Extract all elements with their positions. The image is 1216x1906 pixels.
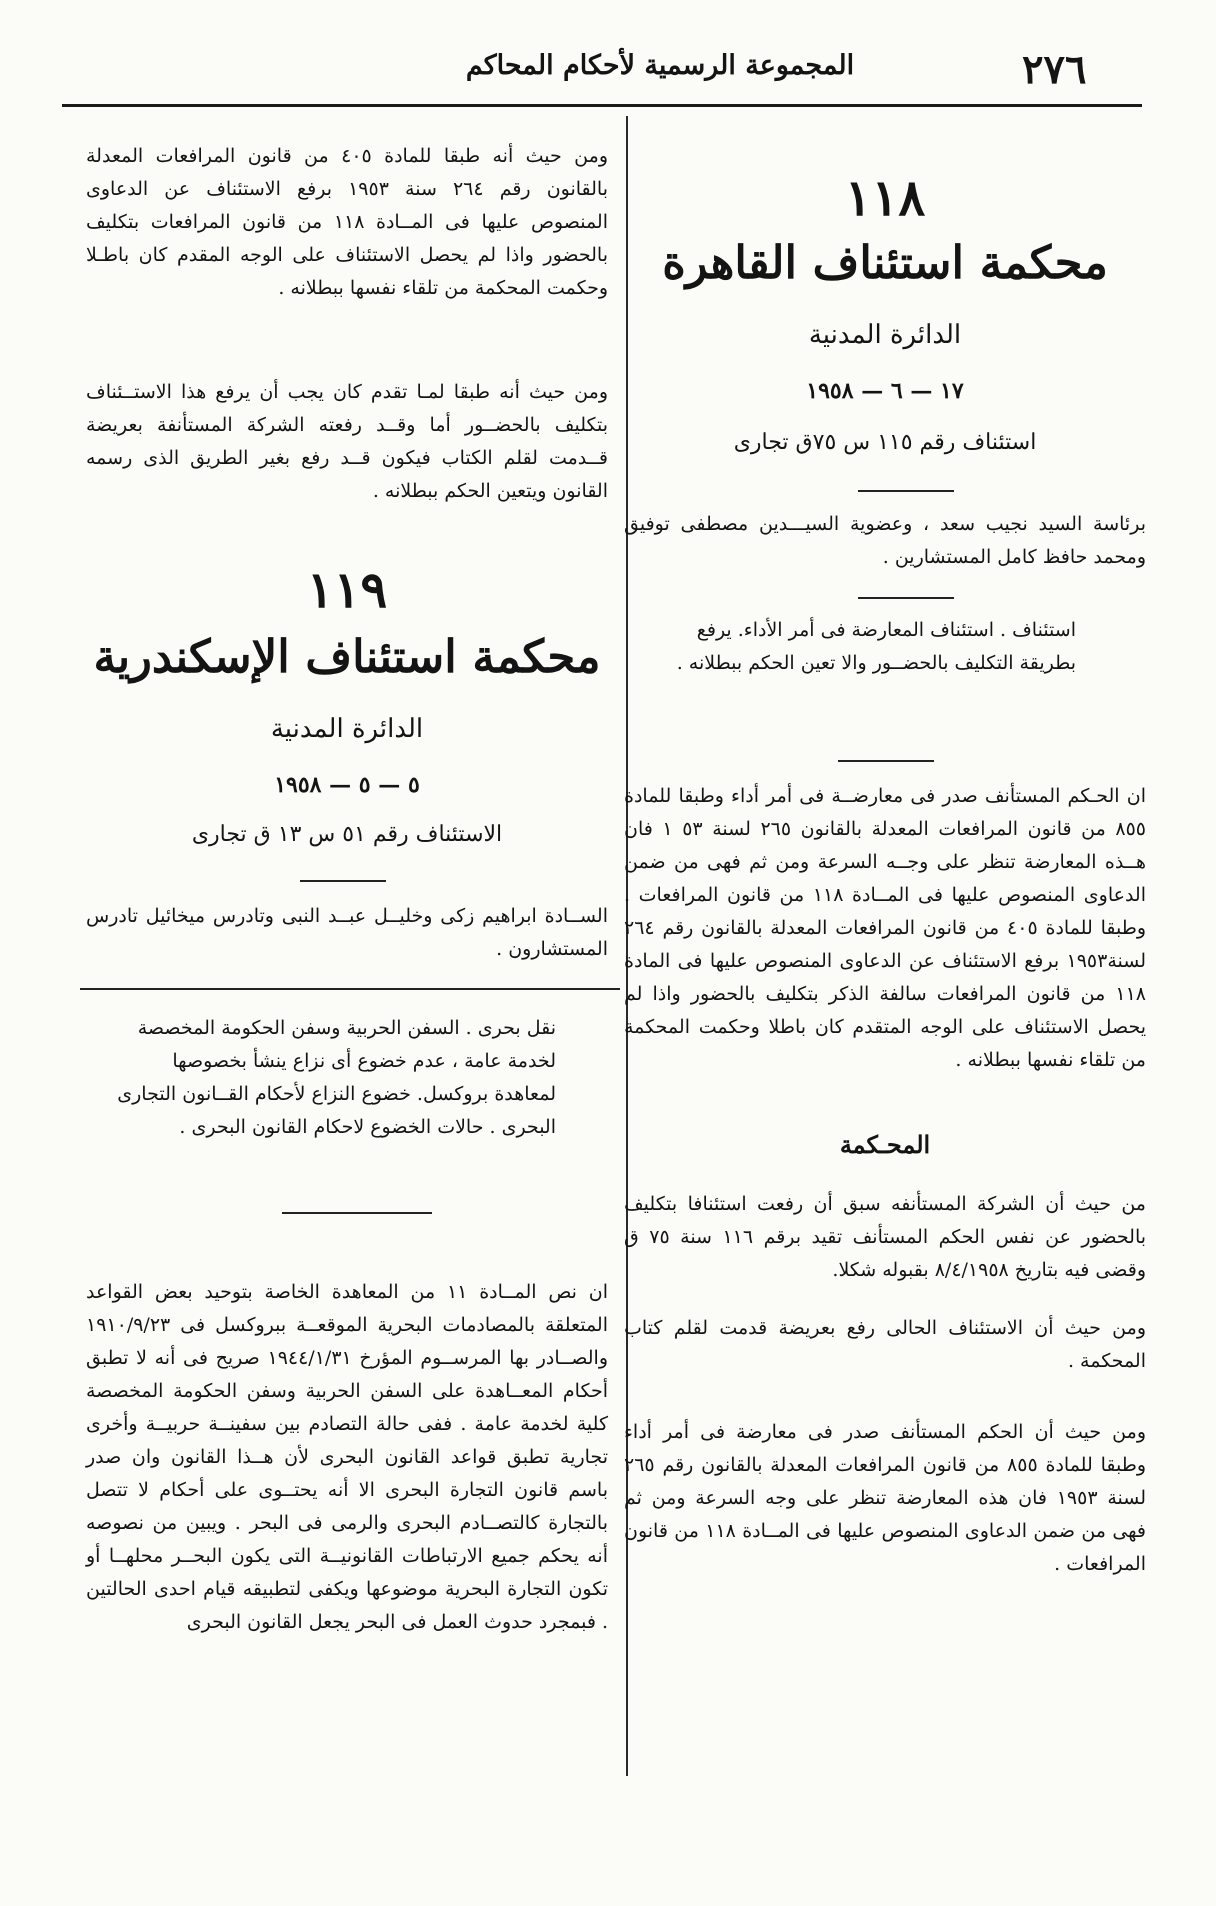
separator-rule	[838, 760, 934, 762]
case-118-appeal-ref: استئناف رقم ١١٥ س ٧٥ق تجارى	[733, 430, 1037, 455]
case-119-bench: الســادة ابراهيم زكى وخليــل عبــد النبى وتادرس ميخائيل تادرس المستشارون .	[86, 905, 608, 960]
case-119-date: ٥ — ٥ — ١٩٥٨	[274, 772, 420, 798]
prev-case-paragraph-2: ومن حيث أنه طبقا لمـا تقدم كان يجب أن يرفع هذا الاستــئناف بتكليف بالحضــور أما وقــد رفعته الشركة المستأنفة بعريضة قــدمت لقلم الكتاب فيكون قــد رفع بغير الطريق الذى رسمه القانون ويتعين الحكم ببطلانه .	[86, 381, 608, 502]
case-118-summary: استئناف . استئناف المعارضة فى أمر الأداء. يرفع بطريقة التكليف بالحضــور والا تعين الحكم ببطلانه .	[676, 619, 1076, 674]
case-118-court-heading: المحـكمة	[839, 1130, 931, 1159]
case-119-headnote: ان نص المــادة ١١ من المعاهدة الخاصة بتوحيد بعض القواعد المتعلقة بالمصادمات البحرية الموقعــة ببروكسل فى ١٩١٠/٩/٢٣ والصــادر بها المرســوم المؤرخ ١٩٤٤/١/٣١ صريح فى أنه لا تطبق أحكام المعــاهدة على السفن الحربية وسفن الحكومة المخصصة كلية لخدمة عامة . ففى حالة التصادم بين سفينــة حربيــة وأخرى تجارية تطبق قواعد القانون البحرى لأن هــذا القانون وان صدر باسم قانون التجارة البحرى الا أنه يحتــوى على أحكام لا تتصل بالتجارة كالتصــادم البحرى والرمى فى البحر . ويبين من نصوصه أنه يحكم جميع الارتباطات القانونيــة التى يكون البحــر محلهــا أو تكون التجارة البحرية موضوعها ويكفى لتطبيقه قيام احدى الحالتين . فبمجرد حدوث العمل فى البحر يجعل القانون البحرى	[86, 1281, 608, 1633]
case-118-bench: برئاسة السيد نجيب سعد ، وعضوية السيـــدين مصطفى توفيق ومحمد حافظ كامل المستشارين .	[624, 513, 1146, 568]
case-119-court: محكمة استئناف الإسكندرية	[93, 630, 601, 683]
case-118-circuit: الدائرة المدنية	[808, 320, 962, 350]
case-118-headnote: ان الحـكم المستأنف صدر فى معارضــة فى أمر أداء وطبقا للمادة ٨٥٥ من قانون المرافعات المعدلة بالقانون ٢٦٥ لسنة ٥٣ ١ فان هــذه المعارضة تنظر على وجــه السرعة ومن ثم فهى من ضمن الدعاوى المنصوص عليها فى المــادة ١١٨ من قانون المرافعات . وطبقا للمادة ٤٠٥ من قانون المرافعات المعدلة بالقانون رقم ٢٦٤ لسنة١٩٥٣ برفع الاستئناف عن الدعاوى المنصوص عليها فى المادة ١١٨ من قانون المرافعات سالفة الذكر بتكليف بالحضور واذا لم يحصل الاستئناف على الوجه المتقدم كان باطلا وحكمت المحكمة من تلقاء نفسها ببطلانه .	[624, 785, 1147, 1071]
case-118-reasoning-2: ومن حيث أن الاستئناف الحالى رفع بعريضة قدمت لقلم كتاب المحكمة .	[624, 1317, 1146, 1372]
separator-rule	[858, 597, 954, 599]
case-118-number: ١١٨	[844, 168, 926, 227]
separator-rule	[300, 880, 386, 882]
separator-rule	[858, 490, 954, 492]
case-119-circuit: الدائرة المدنية	[270, 714, 424, 744]
case-118-date: ١٧ — ٦ — ١٩٥٨	[806, 378, 964, 404]
page-number: ٢٧٦	[1022, 46, 1087, 93]
case-118-reasoning-1: من حيث أن الشركة المستأنفه سبق أن رفعت استئنافا بتكليف بالحضور عن نفس الحكم المستأنف تقيد برقم ١١٦ سنة ٧٥ ق وقضى فيه بتاريخ ٨/٤/١٩٥٨ بقبوله شكلا.	[624, 1193, 1147, 1281]
case-118-court: محكمة استئناف القاهرة	[662, 236, 1108, 289]
case-119-number: ١١٩	[306, 560, 388, 619]
prev-case-paragraph-1: ومن حيث أنه طبقا للمادة ٤٠٥ من قانون المرافعات المعدلة بالقانون رقم ٢٦٤ سنة ١٩٥٣ برفع الاستئناف عن الدعاوى المنصوص عليها فى المــادة ١١٨ من قانون المرافعات بتكليف بالحضور واذا لم يحصل الاستئناف على الوجه المقدم كان باطـلا وحكمت المحكمة من تلقاء نفسها ببطلانه .	[86, 145, 609, 299]
case-118-reasoning-3: ومن حيث أن الحكم المستأنف صدر فى معارضة فى أمر أداء وطبقا للمادة ٨٥٥ من قانون المرافعات المعدلة بالقانون رقم ٢٦٥ لسنة ١٩٥٣ فان هذه المعارضة تنظر على وجه السرعة ومن ثم فهى من ضمن الدعاوى المنصوص عليها فى المــادة ١١٨ من قانون المرافعات .	[624, 1421, 1147, 1575]
case-119-summary: نقل بحرى . السفن الحربية وسفن الحكومة المخصصة لخدمة عامة ، عدم خضوع أى نزاع ينشأ بخصوصها لمعاهدة بروكسل. خضوع النزاع لأحكام القــانون التجارى البحرى . حالات الخضوع لاحكام القانون البحرى .	[117, 1017, 556, 1138]
header-rule	[62, 104, 1142, 107]
separator-rule	[80, 988, 620, 990]
case-119-appeal-ref: الاستئناف رقم ٥١ س ١٣ ق تجارى	[191, 822, 503, 847]
running-title: المجموعة الرسمية لأحكام المحاكم	[465, 50, 855, 81]
separator-rule	[282, 1212, 432, 1214]
